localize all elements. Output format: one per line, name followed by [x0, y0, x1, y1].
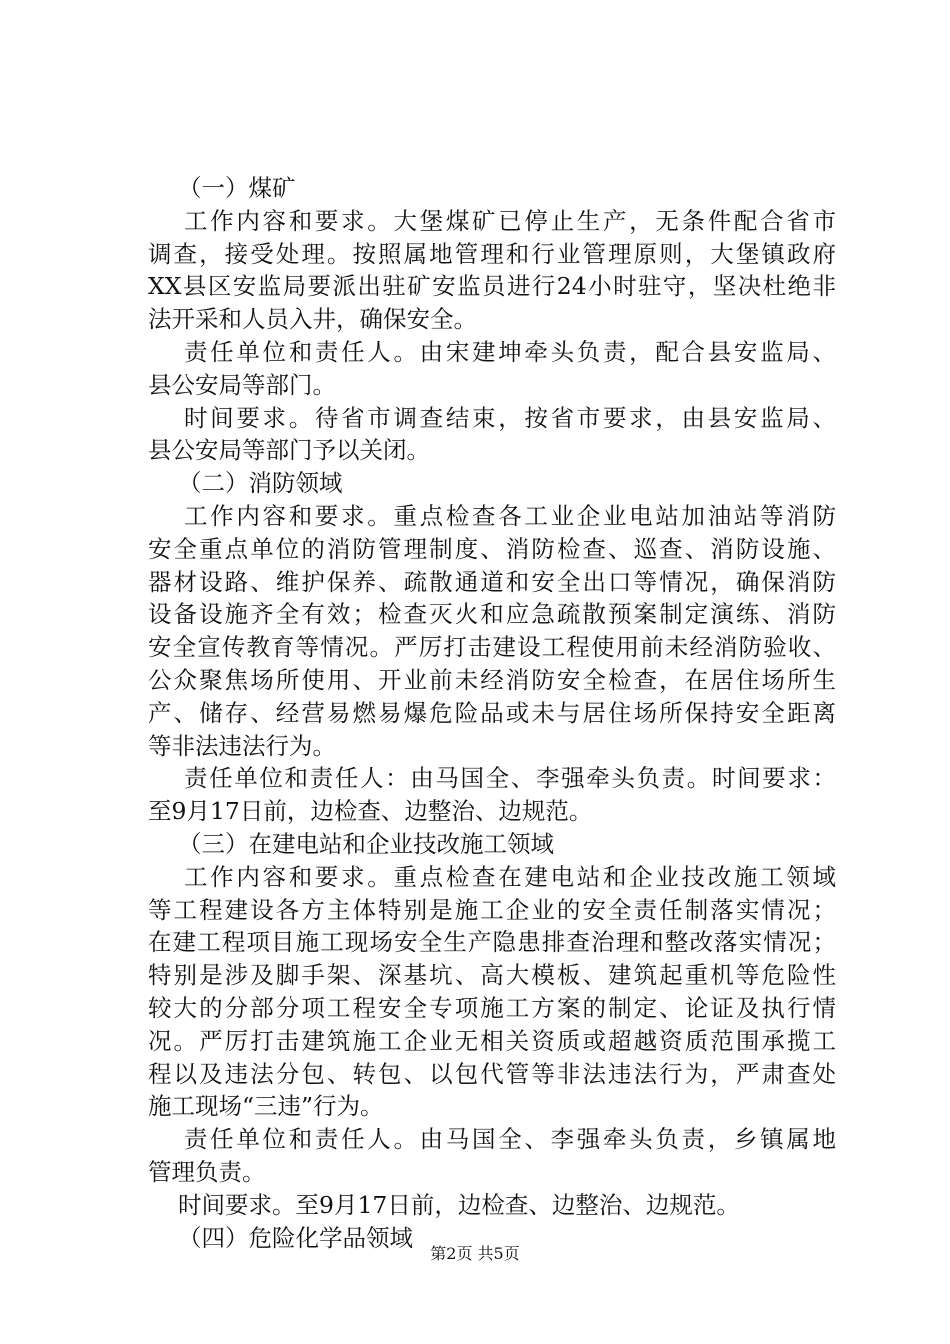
paragraph-line: 县公安局等部门。	[148, 370, 336, 399]
paragraph-line: 程以及违法分包、转包、以包代管等非法违法行为，严肃查处	[148, 1059, 836, 1088]
paragraph-line: 工作内容和要求。重点检查在建电站和企业技改施工领域	[184, 862, 836, 891]
paragraph-line: 责任单位和责任人。由马国全、李强牵头负责，乡镇属地	[184, 1125, 836, 1154]
paragraph-line: 工作内容和要求。重点检查各工业企业电站加油站等消防	[184, 501, 836, 530]
paragraph-line: 公众聚焦场所使用、开业前未经消防安全检查，在居住场所生	[148, 665, 836, 694]
section-heading-construction: （三）在建电站和企业技改施工领域	[178, 829, 554, 858]
paragraph-line: 责任单位和责任人：由马国全、李强牵头负责。时间要求：	[184, 764, 836, 793]
paragraph-line: 至9月17日前，边检查、边整治、边规范。	[148, 797, 593, 826]
document-body	[148, 172, 836, 1254]
paragraph-line: 工作内容和要求。大堡煤矿已停止生产，无条件配合省市	[184, 206, 836, 235]
paragraph-line: 等工程建设各方主体特别是施工企业的安全责任制落实情况；	[148, 895, 836, 924]
paragraph-line: 等非法违法行为。	[148, 731, 336, 760]
paragraph-line: 时间要求。至9月17日前，边检查、边整治、边规范。	[178, 1190, 740, 1219]
paragraph-line: 特别是涉及脚手架、深基坑、高大模板、建筑起重机等危险性	[148, 961, 836, 990]
section-heading-hazardous-chemicals: （四）危险化学品领域	[178, 1223, 413, 1252]
paragraph-line: 县公安局等部门予以关闭。	[148, 436, 430, 465]
paragraph-line: 安全重点单位的消防管理制度、消防检查、巡查、消防设施、	[148, 534, 836, 563]
paragraph-line: 施工现场“三违”行为。	[148, 1092, 384, 1121]
paragraph-line: 管理负责。	[148, 1157, 266, 1186]
paragraph-line: 在建工程项目施工现场安全生产隐患排查治理和整改落实情况；	[148, 928, 836, 957]
paragraph-line: 责任单位和责任人。由宋建坤牵头负责，配合县安监局、	[184, 337, 836, 366]
page-number-footer: 第2页 共5页	[430, 1244, 520, 1263]
section-heading-fire: （二）消防领域	[178, 469, 343, 498]
paragraph-line: XX县区安监局要派出驻矿安监员进行24小时驻守，坚决杜绝非	[148, 272, 836, 301]
paragraph-line: 况。严厉打击建筑施工企业无相关资质或超越资质范围承揽工	[148, 1026, 836, 1055]
paragraph-line: 器材设路、维护保养、疏散通道和安全出口等情况，确保消防	[148, 567, 836, 596]
paragraph-line: 设备设施齐全有效；检查灭火和应急疏散预案制定演练、消防	[148, 600, 836, 629]
paragraph-line: 较大的分部分项工程安全专项施工方案的制定、论证及执行情	[148, 993, 836, 1022]
paragraph-line: 时间要求。待省市调查结束，按省市要求，由县安监局、	[184, 403, 836, 432]
paragraph-line: 调查，接受处理。按照属地管理和行业管理原则，大堡镇政府	[148, 239, 836, 268]
paragraph-line: 产、储存、经营易燃易爆危险品或未与居住场所保持安全距离	[148, 698, 836, 727]
paragraph-line: 法开采和人员入井，确保安全。	[148, 305, 477, 334]
paragraph-line: 安全宣传教育等情况。严厉打击建设工程使用前未经消防验收、	[148, 633, 836, 662]
section-heading-coal-mine: （一）煤矿	[178, 174, 296, 202]
